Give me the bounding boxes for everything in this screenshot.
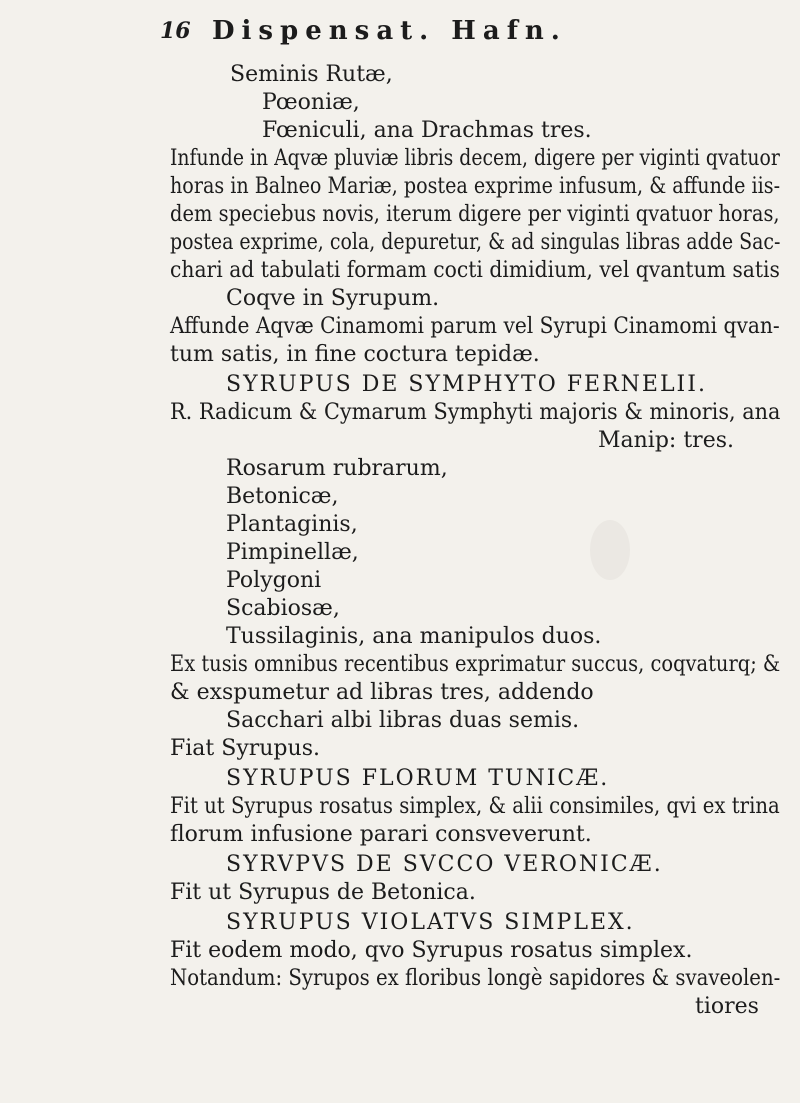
text-line: Tussilaginis, ana manipulos duos. bbox=[226, 624, 602, 649]
text-line: dem speciebus novis, iterum digere per viginti qvatuor horas, bbox=[170, 202, 780, 227]
section-heading: SYRUPUS DE SYMPHYTO FERNELII. bbox=[226, 372, 707, 397]
text-line: Rosarum rubrarum, bbox=[226, 456, 448, 481]
text-line: Notandum: Syrupos ex floribus longè sapidores & svaveolen- bbox=[170, 966, 781, 991]
text-line: Pimpinellæ, bbox=[226, 540, 359, 565]
text-line: Fit ut Syrupus de Betonica. bbox=[170, 880, 476, 905]
text-line: Coqve in Syrupum. bbox=[226, 286, 440, 311]
text-line: chari ad tabulati formam cocti dimidium, vel qvantum satis bbox=[170, 258, 780, 283]
text-line: Polygoni bbox=[226, 568, 322, 593]
text-line: Fiat Syrupus. bbox=[170, 736, 320, 761]
text-line: Manip: tres. bbox=[598, 428, 734, 453]
text-line: Scabiosæ, bbox=[226, 596, 340, 621]
text-line: & exspumetur ad libras tres, addendo bbox=[170, 680, 594, 705]
text-line: Pœoniæ, bbox=[262, 90, 360, 115]
text-line: Sacchari albi libras duas semis. bbox=[226, 708, 580, 733]
text-line: Fit ut Syrupus rosatus simplex, & alii consimiles, qvi ex trina bbox=[170, 794, 780, 819]
text-line: Affunde Aqvæ Cinamomi parum vel Syrupi Cinamomi qvan- bbox=[170, 314, 780, 339]
running-title: Dispensat. Hafn. bbox=[212, 16, 567, 46]
page-header bbox=[160, 18, 760, 58]
text-line: Infunde in Aqvæ pluviæ libris decem, digere per viginti qvatuor bbox=[170, 146, 780, 171]
text-line: tum satis, in fine coctura tepidæ. bbox=[170, 342, 540, 367]
text-line: postea exprime, cola, depuretur, & ad singulas libras adde Sac- bbox=[170, 230, 781, 255]
section-heading: SYRUPUS FLORUM TUNICÆ. bbox=[226, 766, 610, 791]
text-line: tiores bbox=[695, 994, 759, 1019]
text-line: Ex tusis omnibus recentibus exprimatur succus, coqvaturq; & bbox=[170, 652, 781, 677]
text-line: Fœniculi, ana Drachmas tres. bbox=[262, 118, 592, 143]
text-line: Betonicæ, bbox=[226, 484, 339, 509]
page-number: 16 bbox=[160, 18, 191, 44]
text-line: Fit eodem modo, qvo Syrupus rosatus simplex. bbox=[170, 938, 693, 963]
paper-stain bbox=[590, 520, 630, 580]
section-heading: SYRVPVS DE SVCCO VERONICÆ. bbox=[226, 852, 663, 877]
text-line: Plantaginis, bbox=[226, 512, 358, 537]
text-line: florum infusione parari consveverunt. bbox=[170, 822, 592, 847]
text-line: R. Radicum & Cymarum Symphyti majoris & minoris, ana bbox=[170, 400, 781, 425]
text-line: horas in Balneo Mariæ, postea exprime infusum, & affunde iis- bbox=[170, 174, 781, 199]
section-heading: SYRUPUS VIOLATVS SIMPLEX. bbox=[226, 910, 635, 935]
text-line: Seminis Rutæ, bbox=[230, 62, 393, 87]
